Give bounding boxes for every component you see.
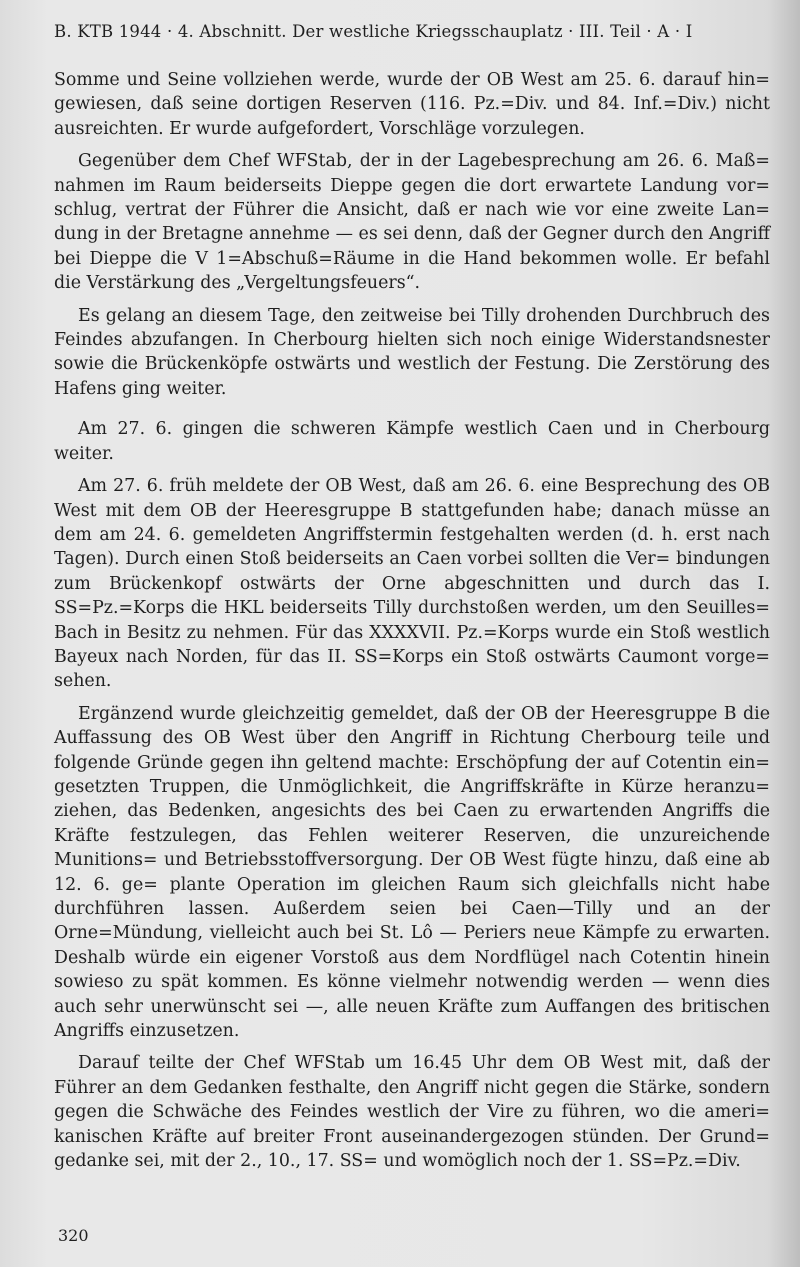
paragraph-6: Ergänzend wurde gleichzeitig gemeldet, daß der OB der Heeresgruppe B die Auffassung des OB West über den Angriff in Richtung Cherbourg teile und folgende Gründe gegen ihn geltend machte: Erschöpfung der auf Cotentin ein= gesetzten Truppen, die Unmöglichkeit, die Angriffskräfte in Kürze heranzu= ziehen, das Bedenken, angesichts des bei Caen zu erwartenden Angriffs die Kräfte festzulegen, das Fehlen weiterer Reserven, die unzureichende Munitions= und Betriebsstoffversorgung. Der OB West fügte hinzu, daß eine ab 12. 6. ge= plante Operation im gleichen Raum sich gleichfalls nicht habe durchführen lassen. Außerdem seien bei Caen—Tilly und an der Orne=Mündung, vielleicht auch bei St. Lô — Periers neue Kämpfe zu erwarten. Deshalb würde ein eigener Vorstoß aus dem Nordflügel nach Cotentin hinein sowieso zu spät kommen. Es könne vielmehr notwendig werden — wenn dies auch sehr unerwünscht sei —, alle neuen Kräfte zum Auffangen des britischen Angriffs einzusetzen.	[54, 703, 770, 1042]
running-head: B. KTB 1944 · 4. Abschnitt. Der westliche Kriegsschauplatz · III. Teil · A · I	[54, 22, 693, 41]
paragraph-4: Am 27. 6. gingen die schweren Kämpfe westlich Caen und in Cherbourg weiter.	[54, 419, 770, 464]
paragraph-2: Gegenüber dem Chef WFStab, der in der Lagebesprechung am 26. 6. Maß= nahmen im Raum beiderseits Dieppe gegen die dort erwartete Landung vor= schlug, vertrat der Führer die Ansicht, daß er nach wie vor eine zweite Lan= dung in der Bretagne annehme — es sei denn, daß der Gegner durch den Angriff bei Dieppe die V 1=Abschuß=Räume in die Hand bekommen wolle. Er befahl die Verstärkung des „Vergeltungsfeuers“.	[54, 151, 770, 294]
page-number: 320	[58, 1226, 89, 1245]
paragraph-5: Am 27. 6. früh meldete der OB West, daß am 26. 6. eine Besprechung des OB West mit dem OB der Heeresgruppe B stattgefunden habe; danach müsse an dem am 24. 6. gemeldeten Angriffstermin festgehalten werden (d. h. erst nach Tagen). Durch einen Stoß beiderseits an Caen vorbei sollten die Ver= bindungen zum Brückenkopf ostwärts der Orne abgeschnitten und durch das I. SS=Pz.=Korps die HKL beiderseits Tilly durchstoßen werden, um den Seuilles= Bach in Besitz zu nehmen. Für das XXXXVII. Pz.=Korps wurde ein Stoß westlich Bayeux nach Norden, für das II. SS=Korps ein Stoß ostwärts Caumont vorge= sehen.	[54, 476, 770, 692]
body-text	[54, 68, 770, 1181]
paragraph-7: Darauf teilte der Chef WFStab um 16.45 Uhr dem OB West mit, daß der Führer an dem Gedanken festhalte, den Angriff nicht gegen die Stärke, sondern gegen die Schwäche des Feindes westlich der Vire zu führen, wo die ameri= kanischen Kräfte auf breiter Front auseinandergezogen stünden. Der Grund= gedanke sei, mit der 2., 10., 17. SS= und womöglich noch der 1. SS=Pz.=Div.	[54, 1053, 770, 1172]
paragraph-3: Es gelang an diesem Tage, den zeitweise bei Tilly drohenden Durchbruch des Feindes abzufangen. In Cherbourg hielten sich noch einige Widerstandsnester sowie die Brückenköpfe ostwärts und westlich der Festung. Die Zerstörung des Hafens ging weiter.	[54, 305, 770, 399]
paragraph-1: Somme und Seine vollziehen werde, wurde der OB West am 25. 6. darauf hin= gewiesen, daß seine dortigen Reserven (116. Pz.=Div. und 84. Inf.=Div.) nicht ausreichten. Er wurde aufgefordert, Vorschläge vorzulegen.	[54, 70, 770, 139]
